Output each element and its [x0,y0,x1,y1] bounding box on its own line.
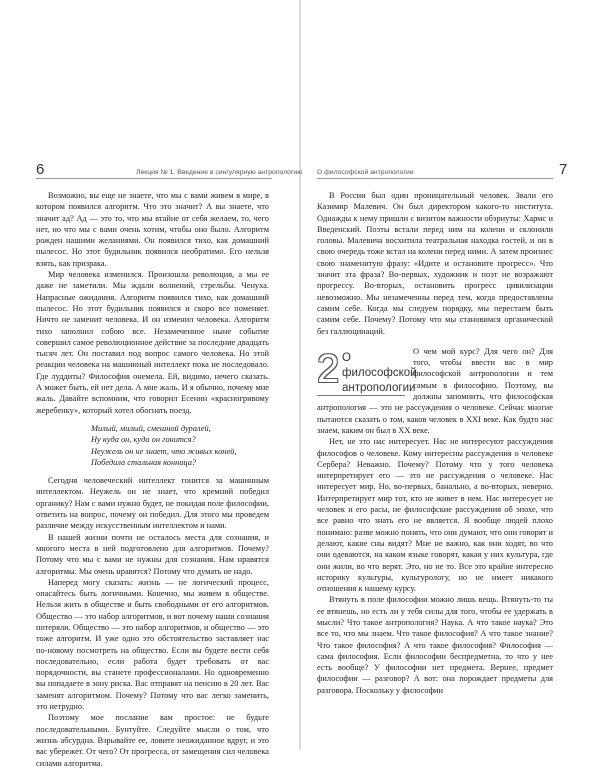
paragraph: Наперед могу сказать: жизнь — не логический процесс, опасайтесь быть логичными. Конечно, мы живем в обществе. Нельзя жить в обществе и быть свободными от его алгоритмов. Общество — это набор алгоритмов, и вот почему наши сознания потеряли. Общество — это набор алгоритмов, и общество — это тоже алгоритм. И уже одно это обстоятельство заставляет нас по-новому посмотреть на общество. Если вы будете вести себя последовательно, если работа будет требовать от вас порядочности, вы станете профессионалами. Но одновременно вы попадаете в зону риска. Вас отправят на пенсию в 20 лет. Вас заменят алгоритмом. Почему? Потому что вас легко заменить, это нетрудно. [36,577,269,712]
left-page-number: 6 [36,161,45,178]
poem-quote [91,423,269,468]
paragraph: Возможно, вы еще не знаете, что мы с вами живем в мире, в котором появился алгоритм. Что это значит? А вы знаете, что значит ад? Ад — это то, что мы втайне от себя желаем, то, чего нет, но что мы с вами очень хотим, чтобы оно было. Алгоритм рожден нашими желаниями. Он появился тихо, как домашний пылесос. Но этот будильник появился необратимо. Его нельзя взять, как призрака. [36,191,269,268]
left-header-rule [36,178,272,179]
poem-line: Ну куда он, куда он гонится? [91,435,196,445]
section-number: 2 [317,346,340,391]
paragraph: Втянуть в поле философии можно лишь вещь. Втянуть-то ты ее втянешь, но есть ли у тебя силы для того, чтобы ее удержать в мысли? Что такое антропология? Наука. А что такое наука? Это все то, что мы знаем. Что такое философия? А что такое знание? Что такое философия? А что такое философия? Философия — сама философия. Если философии беспредметна, то что у нее есть вообще? У философии нет предмета. Вернее, предмет философии — разговор? А вот: она порождает предметы для разговора. Поскольку у философии [317,595,553,695]
paragraph: Нет, не это нас интересует. Нас не интересуют рассуждения философов о человеке. Кому интересны рассуждения о человеке Сербера? Неважно. Почему? Потому что у того человека интерпретирует его — это не рассуждения о человеке. Нас интересует мир. Но, во-первых, банально, а во-вторых, неверно. Интерпретирует мир тот, кто не живет в нем. Нас интересует не человек и его расы, не философские рассуждения об эпохе, что все равно что знать его не является. Я вообще людей плохо понимаю: разве можно понять, что они думают, что они говорят и делают, какие сны видят? Мне не важно, как они ходят, во что они одеваются, на каком языке говорят, какая у них культура, где они жили, во что верят. Это, но не то. Все это крайне интересно историку культуры, культурологу, но не имеет никакого отношения к нашему курсу. [317,437,553,594]
right-page-number: 7 [559,161,568,178]
section-2 [317,346,553,696]
paragraph: В России был один проницательный человек. Звали его Казимир Малевич. Он был директором какого-то института. Однажды к нему пришли с визитом важности обэриуты: Хармс и Введенский. Поэты встали перед ним на колени и склонили головы. Малевича восхитила театральная находка гостей, и он в свою очередь тоже встал на колени перед ними. А затем произнес свою знаменитую фразу: «Идите и остановите прогресс». Что значит эта фраза? Во-первых, художник и поэт не возражают прогрессу. Во-вторых, остановить прогресс цивилизации невозможно. Мы незамеченны перед тем, когда предоставлены самим себе. Когда мы следуем порядку, мы перестаем быть самим себе. Почему? Потому что мы становимся органической без галлюцинаций. [317,191,553,336]
paragraph: Поэтому мое послание вам простое: не будьте последовательными. Бунтуйте. Следуйте мысли о том, что жизнь абсурдна. Взрывайте ее, ловите неожиданное вдруг, и это вас убережет. От чего? От прогресса, от замещения сил человека силами алгоритма. [36,713,269,768]
paragraph: О чем мой курс? Для чего он? Для того, чтобы ввести вас в мир философской антропологии и тем самым в философию. Поэтому, вы должны запомнить, что философская антропология — это не рассуждения о человеке. Сейчас многие пытаются сказать о том, каков человек в XXI веке. Как будто нас знаем, каким он был в XX веке. [317,346,553,435]
poem-line: Неужель он не знает, что живых коней, [91,446,237,456]
right-body-text [317,190,553,696]
right-running-title: О философской антропологии [317,169,414,176]
poem-line: Милый, милый, смешной дуралей, [91,423,211,433]
section-heading [317,346,417,397]
left-running-title: Лекция № 1. Введение в сингулярную антропологию [136,169,303,176]
paragraph: Сегодня человеческий интеллект гонится за машинным интеллектом. Неужель он не знает, что кремний победил органику? Нам с вами нужно будет, не покидая поле философии, ответить на вопрос, почему он победил. Для этого мы проведем различие между искусственным интеллектом и нами. [36,476,269,531]
section-title: О философской антропологии [342,351,417,394]
right-page [301,0,600,750]
paragraph: Мир человека изменился. Произошла революция, а мы ее даже не заметили. Мы ждали волнений, стрельбы. Ченуха. Напрасные ожидания. Алгоритм появился тихо, как домашний пылесос. Но этот будильник появился и скоро все поменяет. Ничто не заменит человека. И он изменил человека. Алгоритм тихо заполнил собою все. Незамеченное ныне событие совершил самое революционное действие за последние двадцать тысяч лет. Он поставил под вопрос самого человека. Но этой реакции человека на машинный интеллект пока не последовало. Где луддиты? Философия онемела. Ей, видимо, нечего сказать. А может быть, ей нет дела. А мне жаль. И я обычно, почему мне жаль. Давайте вспомним, что говорил Есенин «красногривому жеребенку», который хотел обогнать поезд. [36,270,269,415]
section-rule [317,395,405,396]
right-header-rule [317,178,553,179]
poem-line: Победила стальная конница? [91,457,197,467]
left-body-text [36,190,269,769]
paragraph: В нашей жизни почти не осталось места для сознания, и многого места в ней подготовлено для алгоритмов. Почему? Потому что мы с вами не нужны для сознания. Нам нравятся алгоритмы. Мы очень нравятся? Потому что думать не надо. [36,532,269,576]
